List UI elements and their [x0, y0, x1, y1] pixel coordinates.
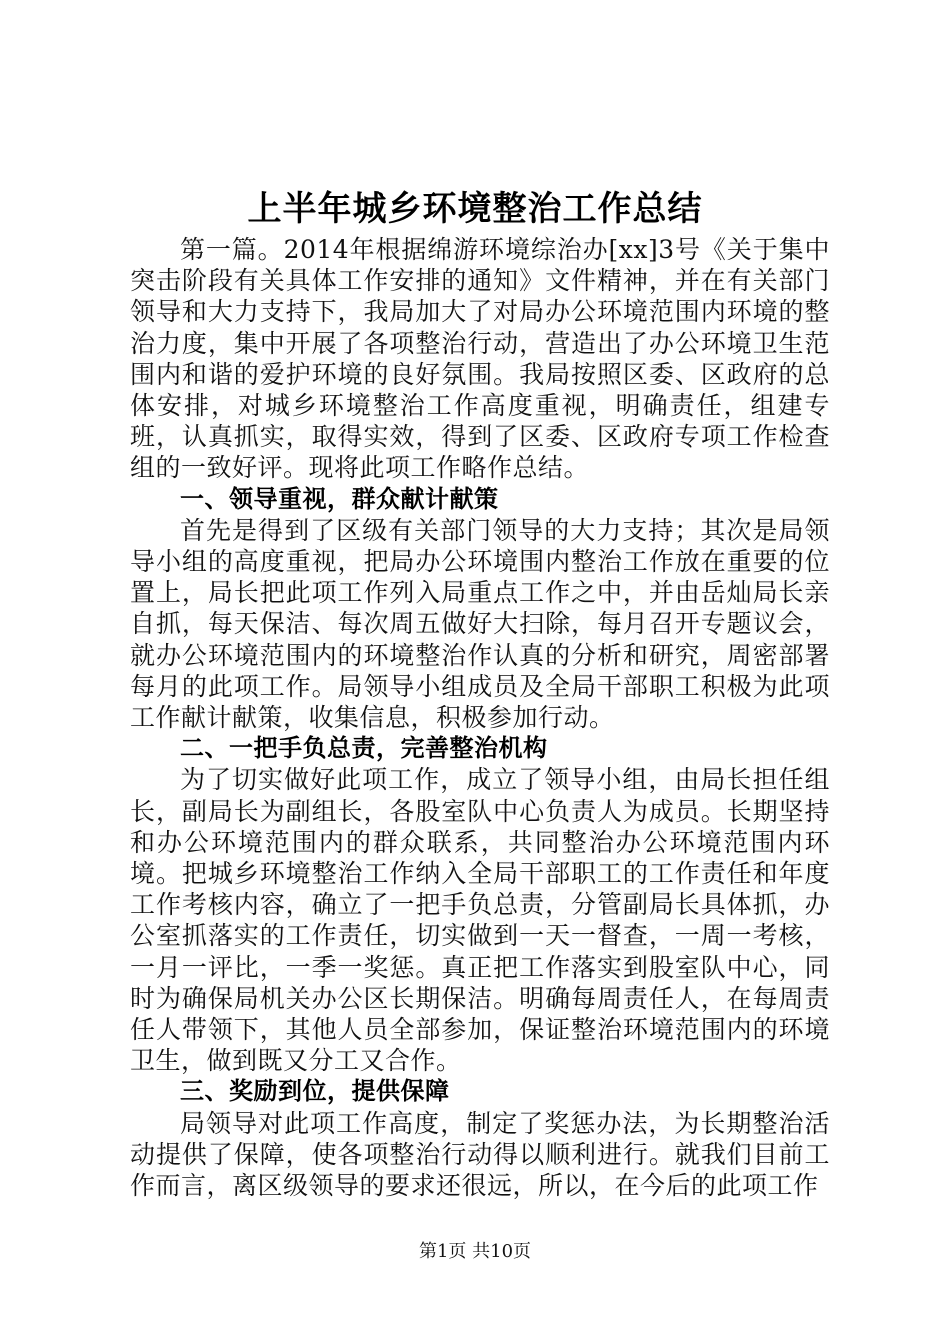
page-number-footer: 第1页 共10页	[418, 1241, 532, 1262]
section-heading-2: 二、一把手负总责，完善整治机构	[180, 734, 548, 763]
section-paragraph-1: 首先是得到了区级有关部门领导的大力支持；其次是局领导小组的高度重视，把局办公环境围内整治工作放在重要的位置上，局长把此项工作列入局重点工作之中，并由岳灿局长亲自抓，每天保洁、每次周五做好大扫除，每月召开专题议会，就办公环境范围内的环境整治作认真的分析和研究，周密部署每月的此项工作。局领导小组成员及全局干部职工积极为此项工作献计献策，收集信息，积极参加行动。	[130, 515, 830, 733]
intro-paragraph: 第一篇。2014年根据绵游环境综治办[xx]3号《关于集中突击阶段有关具体工作安排的通知》文件精神，并在有关部门领导和大力支持下，我局加大了对局办公环境范围内环境的整治力度，集中开展了各项整治行动，营造出了办公环境卫生范围内和谐的爱护环境的良好氛围。我局按照区委、区政府的总体安排，对城乡环境整治工作高度重视，明确责任，组建专班，认真抓实，取得实效，得到了区委、区政府专项工作检查组的一致好评。现将此项工作略作总结。	[130, 235, 830, 483]
section-paragraph-3: 局领导对此项工作高度，制定了奖惩办法，为长期整治活动提供了保障，使各项整治行动得以顺利进行。就我们目前工作而言，离区级领导的要求还很远，所以，在今后的此项工作	[130, 1108, 830, 1201]
section-paragraph-2: 为了切实做好此项工作，成立了领导小组，由局长担任组长，副局长为副组长，各股室队中心负责人为成员。长期坚持和办公环境范围内的群众联系，共同整治办公环境范围内环境。把城乡环境整治工作纳入全局干部职工的工作责任和年度工作考核内容，确立了一把手负总责，分管副局长具体抓，办公室抓落实的工作责任，切实做到一天一督查，一周一考核，一月一评比，一季一奖惩。真正把工作落实到股室队中心，同时为确保局机关办公区长期保洁。明确每周责任人，在每周责任人带领下，其他人员全部参加，保证整治环境范围内的环境卫生，做到既又分工又合作。	[130, 765, 830, 1076]
section-heading-3: 三、奖励到位，提供保障	[180, 1077, 450, 1106]
document-title: 上半年城乡环境整治工作总结	[247, 189, 703, 229]
document-body	[130, 234, 830, 1201]
section-heading-1: 一、领导重视，群众献计献策	[180, 484, 499, 513]
